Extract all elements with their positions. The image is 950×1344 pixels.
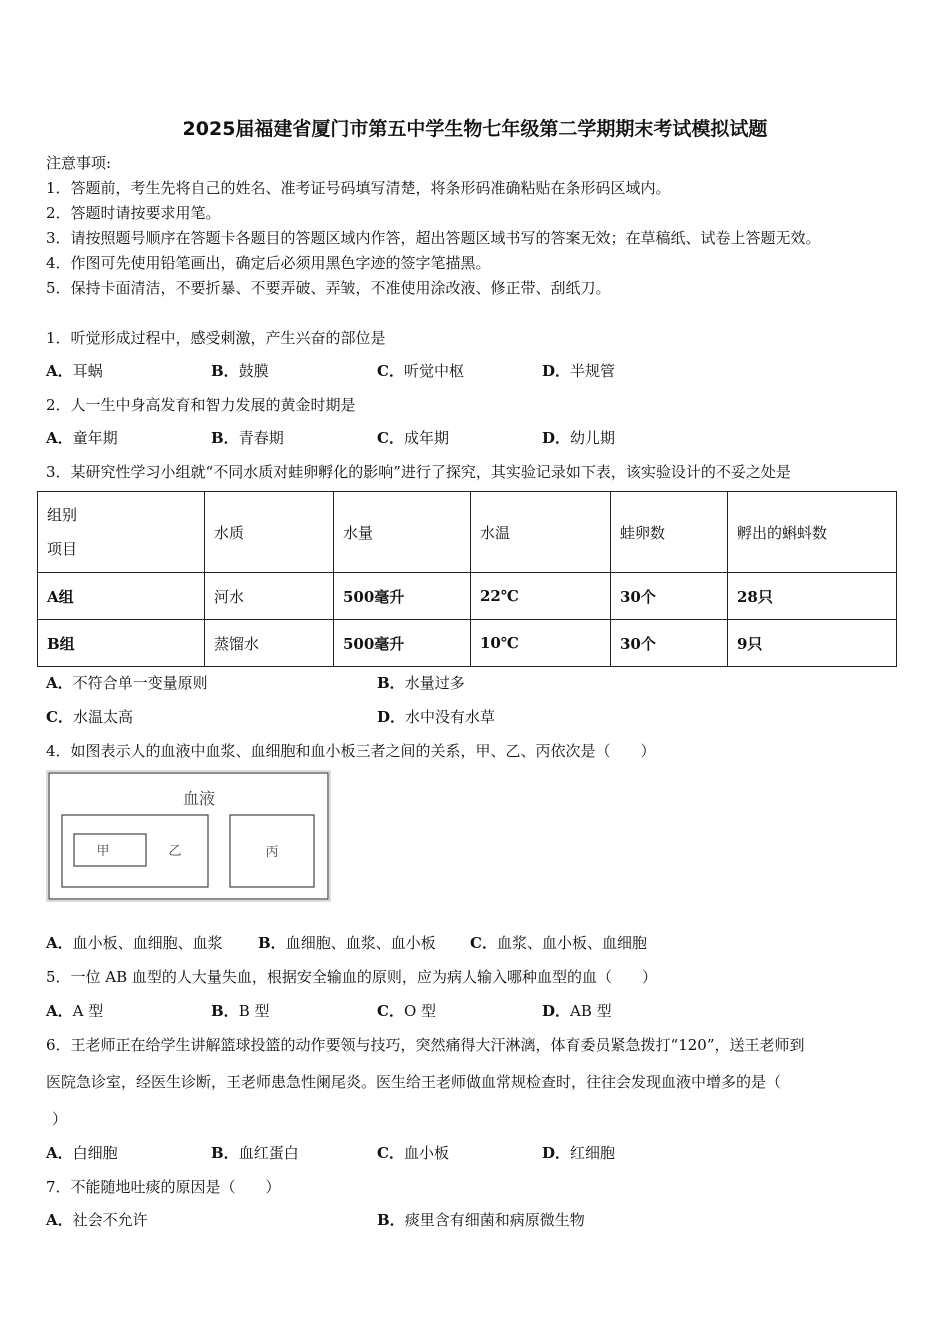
- blood-diagram: [46, 770, 331, 902]
- option-text: 鼓膜: [238, 362, 269, 380]
- table-cell: 28只: [728, 573, 897, 620]
- option-b: [377, 1209, 585, 1230]
- left-box: [62, 815, 208, 887]
- table-cell: 9只: [728, 620, 897, 667]
- option-text: 水温太高: [72, 708, 133, 726]
- option-b: [211, 1000, 269, 1021]
- option-text: 社会不允许: [72, 1211, 148, 1229]
- table-row: [38, 573, 897, 620]
- option-c: [377, 360, 464, 381]
- option-text: 血小板、血细胞、血浆: [72, 934, 223, 952]
- table-header-row: [38, 492, 897, 573]
- option-label: C．: [377, 429, 404, 447]
- notice-heading: 注意事项:: [46, 154, 112, 172]
- option-text: 童年期: [72, 429, 118, 447]
- option-text: 半规管: [570, 362, 616, 380]
- experiment-table: [37, 491, 897, 667]
- question-stem-line: 6．王老师正在给学生讲解篮球投篮的动作要领与技巧，突然痛得大汗淋漓，体育委员紧急拨打“120”，送王老师到: [46, 1036, 805, 1054]
- notice-item: 1．答题前，考生先将自己的姓名、准考证号码填写清楚，将条形码准确粘贴在条形码区域内。: [46, 179, 671, 197]
- option-label: A．: [46, 362, 73, 380]
- option-b: [211, 360, 269, 381]
- outer-label: 血液: [182, 789, 216, 808]
- option-label: A．: [46, 674, 73, 692]
- question-stem: 5．一位 AB 血型的人大量失血，根据安全输血的原则，应为病人输入哪种血型的血（ ）: [46, 968, 657, 986]
- option-b: [211, 427, 284, 448]
- label-a: 甲: [96, 844, 110, 859]
- option-text: 听觉中枢: [403, 362, 464, 380]
- table-header-cell: 孵出的蝌蚪数: [728, 492, 897, 573]
- option-text: O 型: [403, 1002, 437, 1020]
- option-label: D．: [542, 1144, 571, 1162]
- option-label: C．: [46, 708, 73, 726]
- option-text: A 型: [72, 1002, 104, 1020]
- option-label: C．: [377, 1144, 404, 1162]
- table-cell: A组: [38, 573, 205, 620]
- option-label: B．: [211, 429, 239, 447]
- corner-top-label: 组别: [47, 506, 78, 524]
- table-header-cell: 水质: [205, 492, 334, 573]
- question-stem: 7．不能随地吐痰的原因是（ ）: [46, 1178, 281, 1196]
- option-c: [377, 427, 449, 448]
- table-cell: 30个: [611, 573, 728, 620]
- option-d: [542, 1142, 615, 1163]
- option-label: B．: [377, 1211, 405, 1229]
- label-b: 乙: [168, 844, 182, 859]
- option-text: 红细胞: [570, 1144, 616, 1162]
- question-stem: 1．听觉形成过程中，感受刺激，产生兴奋的部位是: [46, 329, 386, 347]
- table-header-cell: 水量: [334, 492, 471, 573]
- question-stem: 2．人一生中身高发育和智力发展的黄金时期是: [46, 396, 356, 414]
- table-row: [38, 620, 897, 667]
- option-d: [377, 706, 495, 727]
- option-b: [377, 672, 465, 693]
- option-d: [542, 1000, 612, 1021]
- option-text: 水中没有水草: [405, 708, 496, 726]
- option-label: B．: [377, 674, 405, 692]
- option-label: C．: [377, 362, 404, 380]
- option-label: A．: [46, 1211, 73, 1229]
- table-cell: 河水: [205, 573, 334, 620]
- option-text: 血红蛋白: [238, 1144, 299, 1162]
- notice-item: 2．答题时请按要求用笔。: [46, 204, 221, 222]
- option-text: 白细胞: [72, 1144, 118, 1162]
- option-b: [258, 932, 436, 953]
- question-stem: 3．某研究性学习小组就“不同水质对蛙卵孵化的影响”进行了探究，其实验记录如下表，该实验设计的不妥之处是: [46, 463, 791, 481]
- page-title: 2025届福建省厦门市第五中学生物七年级第二学期期末考试模拟试题: [182, 118, 768, 140]
- notice-item: 5．保持卡面清洁，不要折暴、不要弄破、弄皱，不准使用涂改液、修正带、刮纸刀。: [46, 279, 611, 297]
- option-text: 血浆、血小板、血细胞: [496, 934, 647, 952]
- question-stem-line: 医院急诊室，经医生诊断，王老师患急性阑尾炎。医生给王老师做血常规检查时，往往会发现血液中增多的是（: [46, 1073, 782, 1091]
- option-a: [46, 360, 103, 381]
- table-corner-cell: [38, 492, 205, 573]
- option-label: B．: [211, 1144, 239, 1162]
- option-label: A．: [46, 429, 73, 447]
- option-d: [542, 427, 615, 448]
- question-stem: 4．如图表示人的血液中血浆、血细胞和血小板三者之间的关系，甲、乙、丙依次是（ ）: [46, 742, 656, 760]
- option-label: D．: [377, 708, 406, 726]
- option-a: [46, 1209, 148, 1230]
- option-d: [542, 360, 615, 381]
- option-label: A．: [46, 1144, 73, 1162]
- inner-box: [74, 834, 146, 866]
- option-text: 痰里含有细菌和病原微生物: [404, 1211, 585, 1229]
- table-header-cell: 水温: [471, 492, 611, 573]
- table-cell: B组: [38, 620, 205, 667]
- option-label: D．: [542, 429, 571, 447]
- option-text: AB 型: [570, 1002, 612, 1020]
- table-header-cell: 蛙卵数: [611, 492, 728, 573]
- option-label: C．: [470, 934, 497, 952]
- option-label: B．: [258, 934, 286, 952]
- option-a: [46, 427, 118, 448]
- option-text: 血小板: [403, 1144, 449, 1162]
- option-text: 水量过多: [404, 674, 465, 692]
- option-c: [377, 1000, 436, 1021]
- label-c: 丙: [265, 845, 279, 860]
- option-text: 不符合单一变量原则: [72, 674, 208, 692]
- option-a: [46, 932, 223, 953]
- option-label: C．: [377, 1002, 404, 1020]
- option-label: A．: [46, 1002, 73, 1020]
- option-text: B 型: [238, 1002, 270, 1020]
- table-cell: 10℃: [471, 620, 611, 667]
- option-b: [211, 1142, 299, 1163]
- question-stem-line: ）: [52, 1110, 68, 1128]
- table-cell: 22℃: [471, 573, 611, 620]
- option-text: 成年期: [403, 429, 449, 447]
- table-cell: 30个: [611, 620, 728, 667]
- option-a: [46, 1000, 103, 1021]
- option-label: D．: [542, 1002, 571, 1020]
- option-text: 青春期: [238, 429, 284, 447]
- option-label: B．: [211, 362, 239, 380]
- option-text: 血细胞、血浆、血小板: [285, 934, 436, 952]
- option-a: [46, 672, 208, 693]
- option-c: [377, 1142, 449, 1163]
- notice-item: 4．作图可先使用铅笔画出，确定后必须用黑色字迹的签字笔描黑。: [46, 254, 491, 272]
- notice-item: 3．请按照题号顺序在答题卡各题目的答题区域内作答，超出答题区域书写的答案无效；在草稿纸、试卷上答题无效。: [46, 229, 821, 247]
- option-a: [46, 1142, 118, 1163]
- table-cell: 500毫升: [334, 573, 471, 620]
- corner-bottom-label: 项目: [47, 540, 78, 558]
- option-label: B．: [211, 1002, 239, 1020]
- option-text: 幼儿期: [570, 429, 616, 447]
- option-label: A．: [46, 934, 73, 952]
- table-cell: 蒸馏水: [205, 620, 334, 667]
- option-c: [46, 706, 133, 727]
- option-text: 耳蜗: [72, 362, 103, 380]
- option-c: [470, 932, 647, 953]
- table-cell: 500毫升: [334, 620, 471, 667]
- option-label: D．: [542, 362, 571, 380]
